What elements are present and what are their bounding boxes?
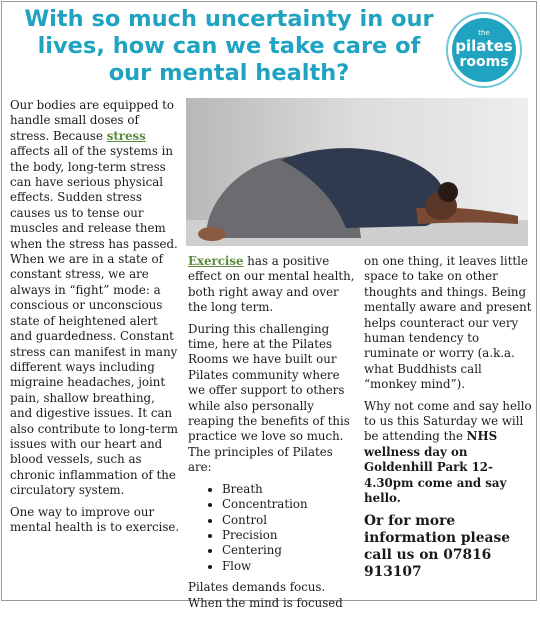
pilates-rooms-logo bbox=[444, 10, 524, 90]
principles-list bbox=[188, 482, 356, 574]
col2-paragraph-3: Pilates demands focus. When the mind is focused bbox=[188, 580, 343, 610]
column-2 bbox=[188, 254, 356, 617]
pilates-childs-pose-photo bbox=[186, 98, 528, 246]
column-3 bbox=[364, 254, 532, 587]
col2-paragraph-1: Exercise has a positive effect on our mental health, both right away and over the long term. bbox=[188, 254, 355, 315]
col3-paragraph-1: on one thing, it leaves little space to take on other thoughts and things. Being mentally aware and present helps counteract our very human tendency to ruminate or worry (a.k.a. what Buddhists call “monkey mind”). bbox=[364, 254, 532, 392]
col3-paragraph-2: Why not come and say hello to us this Saturday we will be attending the NHS wellness day on Goldenhill Park 12-4.30pm come and say hello. bbox=[364, 398, 532, 506]
contact-callout: Or for more information please call us on 07816 913107 bbox=[364, 512, 511, 580]
event-details: NHS wellness day on Goldenhill Park 12-4.30pm come and say hello. bbox=[364, 429, 507, 506]
list-item: • Concentration bbox=[222, 497, 356, 512]
logo-small-text: the bbox=[478, 29, 490, 37]
column-1 bbox=[10, 98, 180, 541]
logo-pilates-text: pilates bbox=[455, 37, 513, 55]
list-item: • Breath bbox=[222, 482, 356, 497]
logo-rooms-text: rooms bbox=[459, 54, 509, 70]
col2-paragraph-2: During this challenging time, here at the Pilates Rooms we have built our Pilates community where we offer support to others while also personally reaping the benefits of this practice we love so much. The principles of Pilates are: bbox=[188, 321, 350, 475]
list-item: • Centering bbox=[222, 543, 356, 558]
exercise-link[interactable]: Exercise bbox=[188, 254, 244, 268]
col1-paragraph-1: Our bodies are equipped to handle small doses of stress. Because stress affects all of the systems in the body, long-term stress can have serious physical effects. Sudden stress causes us to tense our muscles and release them when the stress has passed. When we are in a state of constant stress, we are always in “fight” mode: a conscious or unconscious state of heightened alert and guardedness. Constant stress can manifest in many different ways including migraine headaches, joint pain, shallow breathing, and digestive issues. It can also contribute to long-term issues with our heart and blood vessels, such as chronic inflammation of the circulatory system. bbox=[10, 98, 178, 498]
list-item: • Control bbox=[222, 513, 356, 528]
stress-link[interactable]: stress bbox=[106, 128, 146, 143]
headline: With so much uncertainty in our lives, how can we take care of our mental health? bbox=[24, 6, 434, 86]
list-item: • Flow bbox=[222, 559, 356, 574]
list-item: • Precision bbox=[222, 528, 356, 543]
col1-paragraph-2: One way to improve our mental health is to exercise. bbox=[10, 504, 180, 534]
